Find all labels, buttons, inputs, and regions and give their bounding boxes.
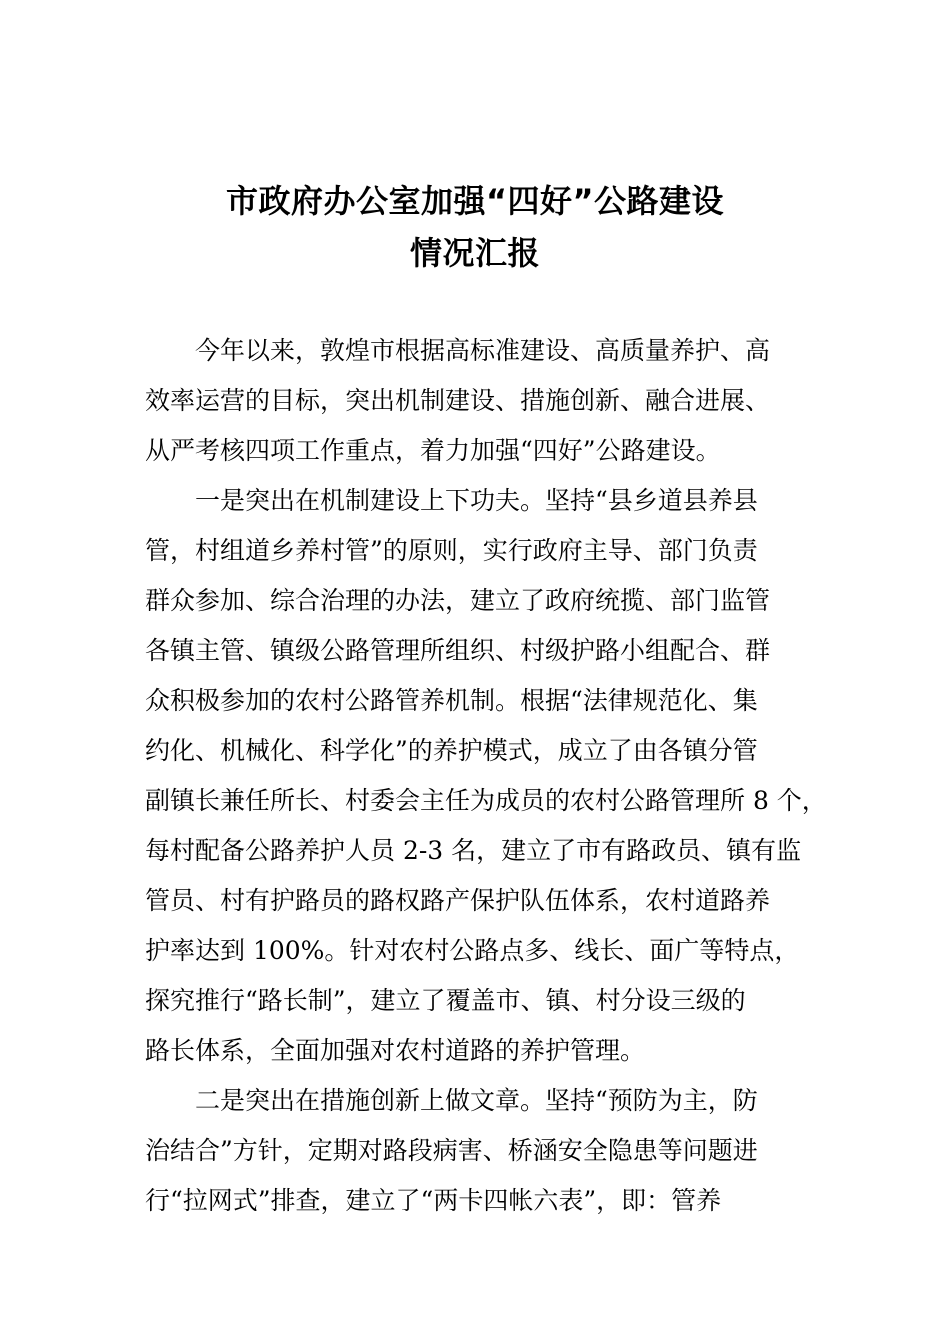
title-line-1: 市政府办公室加强“四好”公路建设 (225, 182, 725, 220)
paragraph-1-line-1: 今年以来，敦煌市根据高标准建设、高质量养护、高 (195, 336, 771, 365)
paragraph-3-line-2: 治结合”方针，定期对路段病害、桥涵安全隐患等问题进 (145, 1136, 758, 1165)
paragraph-1-line-3: 从严考核四项工作重点，着力加强“四好”公路建设。 (145, 436, 721, 465)
paragraph-2-line-11: 探究推行“路长制”，建立了覆盖市、镇、村分设三级的 (145, 986, 746, 1015)
paragraph-2-line-2: 管，村组道乡养村管”的原则，实行政府主导、部门负责 (145, 536, 758, 565)
paragraph-2-line-7: 副镇长兼任所长、村委会主任为成员的农村公路管理所 8 个， (145, 786, 827, 815)
document-body (145, 326, 827, 1226)
paragraph-2-line-5: 众积极参加的农村公路管养机制。根据“法律规范化、集 (145, 686, 758, 715)
title-line-2: 情况汇报 (409, 234, 540, 272)
paragraph-2-line-8: 每村配备公路养护人员 2-3 名，建立了市有路政员、镇有监 (145, 836, 802, 865)
paragraph-2-line-1: 一是突出在机制建设上下功夫。坚持“县乡道县养县 (195, 486, 758, 515)
paragraph-2-line-9: 管员、村有护路员的路权路产保护队伍体系，农村道路养 (145, 886, 771, 915)
paragraph-3-line-3: 行“拉网式”排查，建立了“两卡四帐六表”，即：管养 (145, 1186, 722, 1215)
paragraph-2-line-10: 护率达到 100%。针对农村公路点多、线长、面广等特点， (145, 936, 800, 965)
paragraph-1-line-2: 效率运营的目标，突出机制建设、措施创新、融合进展、 (145, 386, 771, 415)
paragraph-2-line-6: 约化、机械化、科学化”的养护模式，成立了由各镇分管 (145, 736, 758, 765)
document-title (0, 175, 950, 279)
paragraph-2-line-4: 各镇主管、镇级公路管理所组织、村级护路小组配合、群 (145, 636, 771, 665)
paragraph-2-line-3: 群众参加、综合治理的办法，建立了政府统揽、部门监管 (145, 586, 771, 615)
paragraph-2-line-12: 路长体系，全面加强对农村道路的养护管理。 (145, 1036, 646, 1065)
paragraph-3-line-1: 二是突出在措施创新上做文章。坚持“预防为主，防 (195, 1086, 758, 1115)
